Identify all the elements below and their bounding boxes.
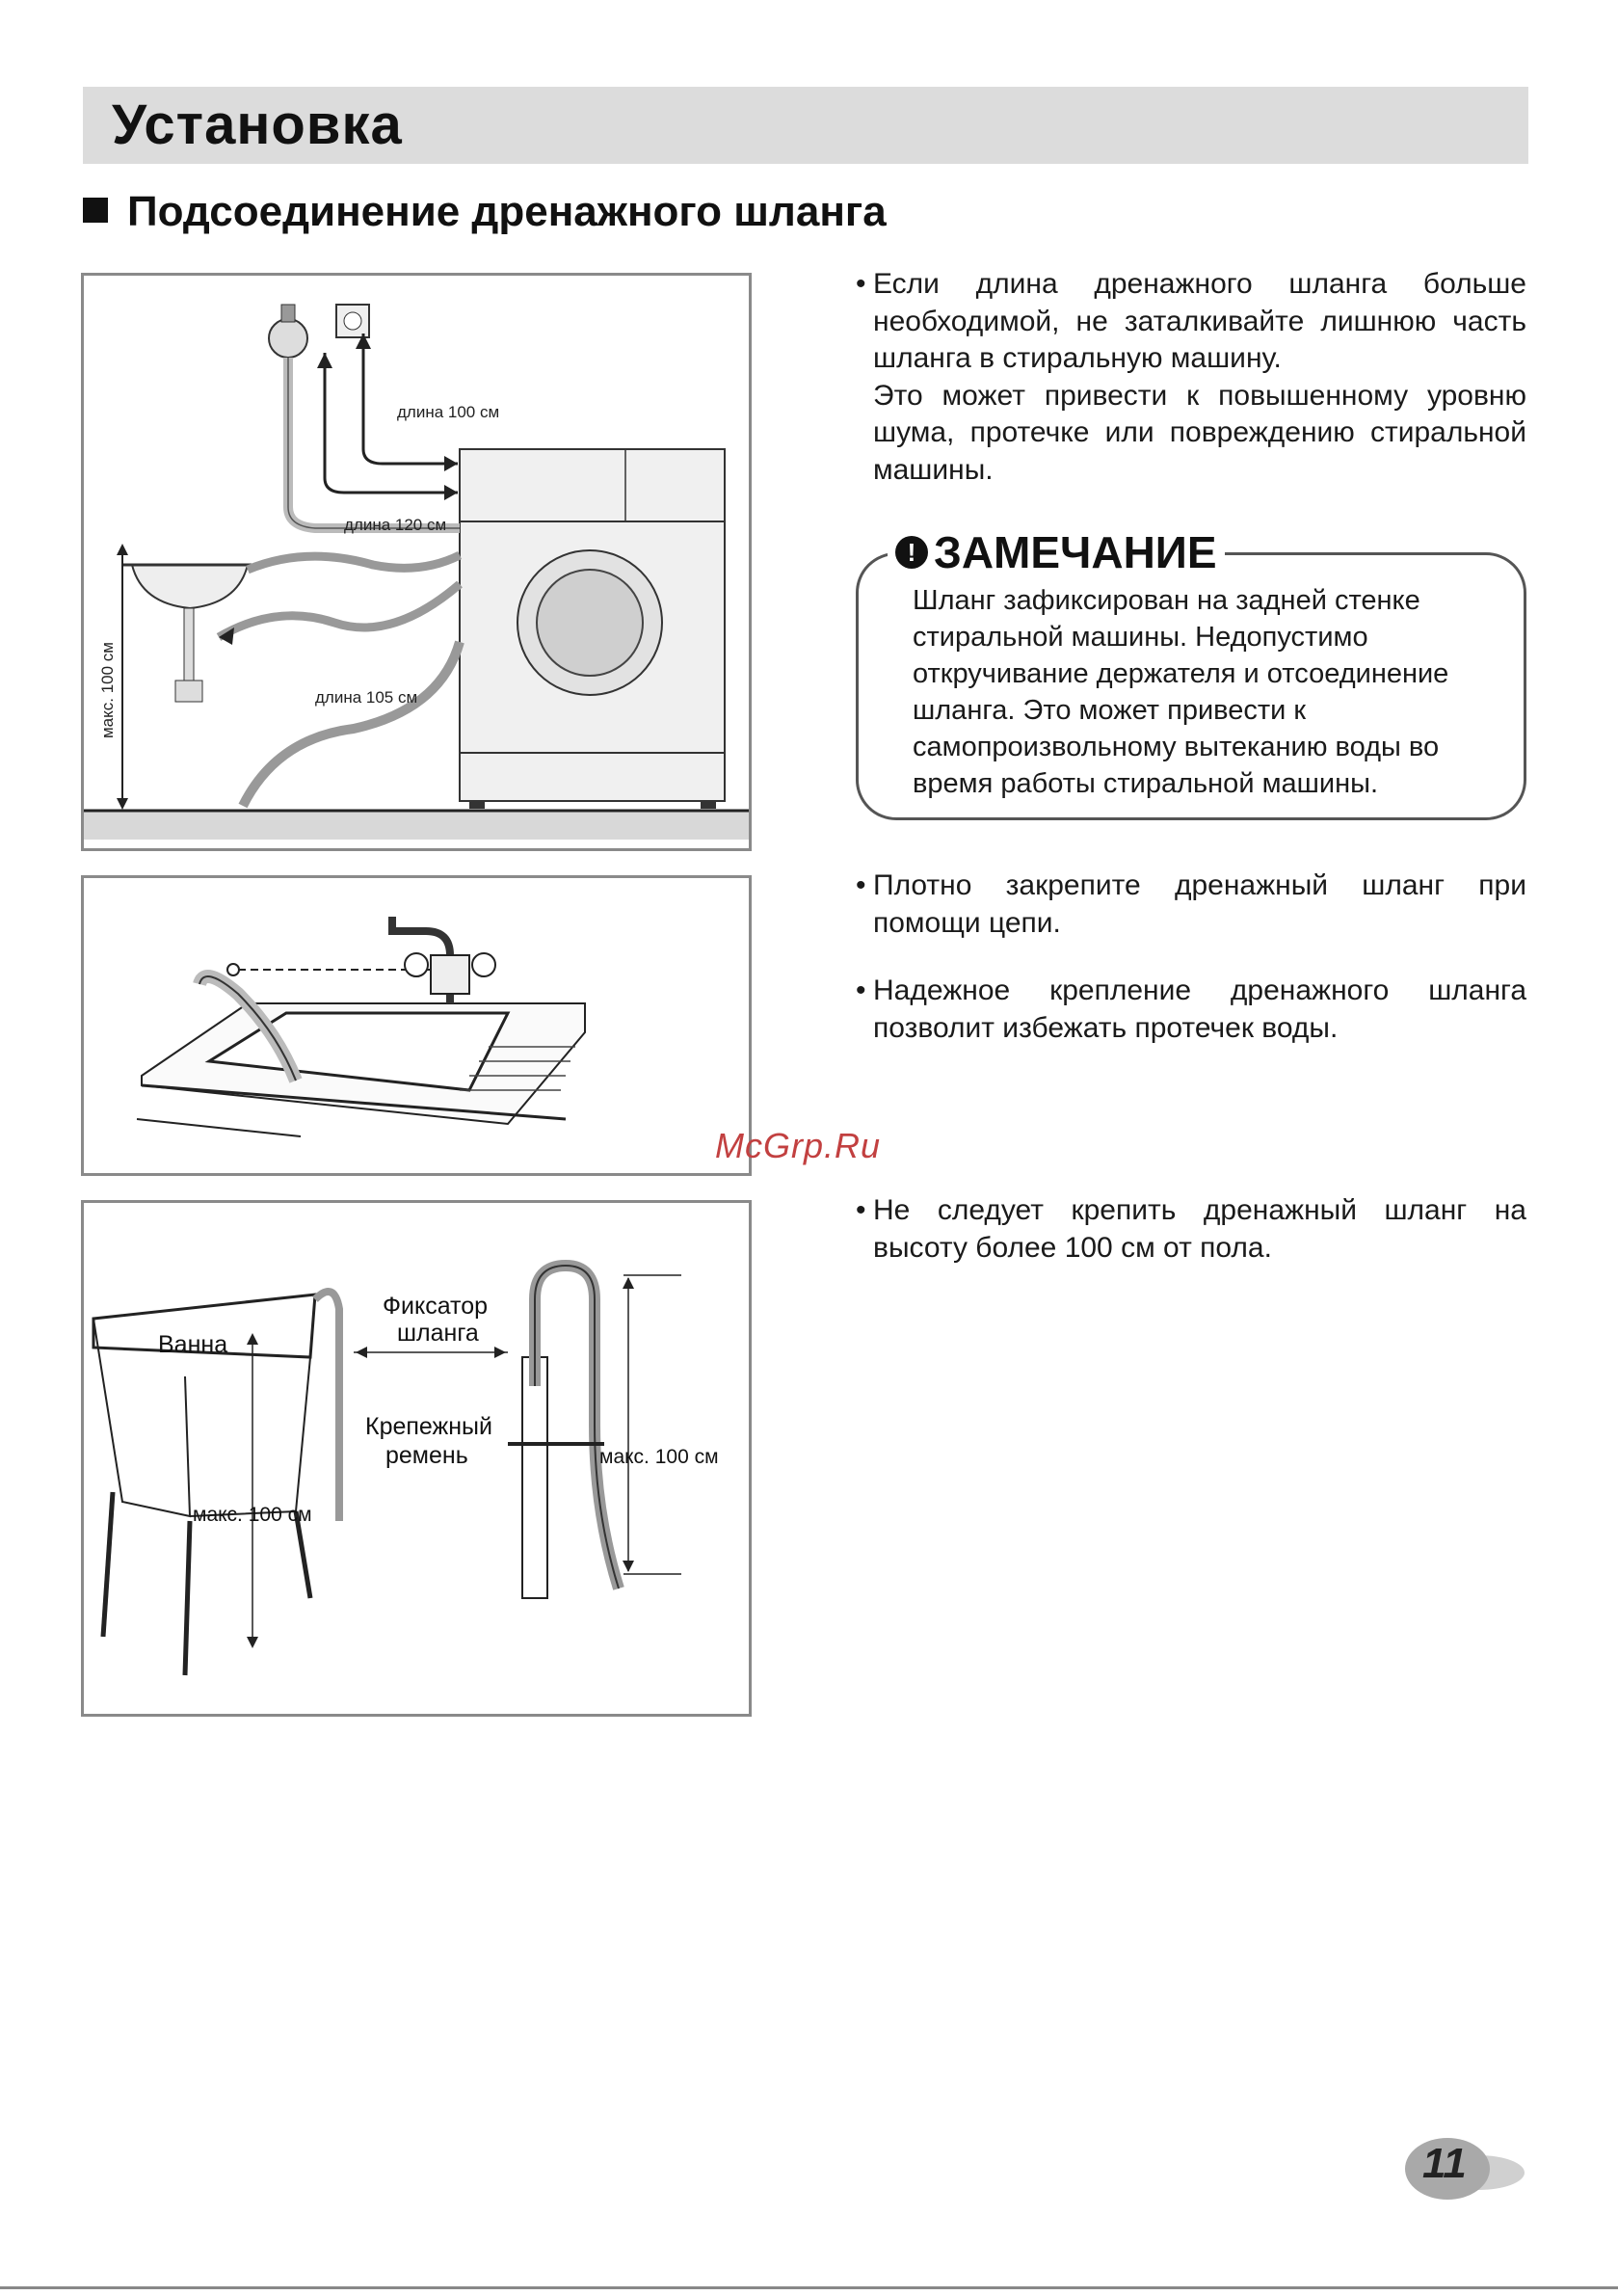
figure-chain-mount-illustration xyxy=(84,878,749,1173)
label-length-105: длина 105 см xyxy=(315,688,418,707)
watermark: McGrp.Ru xyxy=(715,1126,882,1165)
bullet: • xyxy=(856,1194,866,1226)
figure-hose-lengths-illustration xyxy=(84,276,749,848)
bullet: • xyxy=(856,974,866,1006)
paragraph-text: Если длина дренажного шланга больше необходимой, не заталкивайте лишнюю часть шланга в стиральную машину. xyxy=(873,268,1526,374)
label-fixator-2: шланга xyxy=(397,1320,479,1347)
paragraph-secure-mount xyxy=(856,973,1526,1047)
page-title: Установка xyxy=(112,93,403,156)
label-max-height-left: макс. 100 см xyxy=(193,1504,312,1526)
note-title xyxy=(888,526,1225,578)
square-bullet-icon xyxy=(83,198,108,223)
bullet: • xyxy=(856,869,866,901)
paragraph-text: Надежное крепление дренажного шланга позволит избежать протечек воды. xyxy=(873,974,1526,1044)
figure-hose-lengths xyxy=(81,273,752,851)
figure-max-height xyxy=(81,1200,752,1717)
note-title-text: ЗАМЕЧАНИЕ xyxy=(934,527,1217,577)
label-max-height-right: макс. 100 см xyxy=(599,1446,719,1468)
label-length-100: длина 100 см xyxy=(397,403,500,421)
note-text: Шланг зафиксирован на задней стенке стиральной машины. Недопустимо откручивание держателя и отсоединение шланга. Это может привести к самопроизвольному вытеканию воды во время работы стиральной машины. xyxy=(913,585,1449,799)
label-length-120: длина 120 см xyxy=(344,516,447,534)
paragraph-text-continued: Это может привести к повышенному уровню шума, протечке или повреждению стиральной машины. xyxy=(873,379,1526,486)
paragraph-chain xyxy=(856,868,1526,942)
page-number-badge xyxy=(1403,2132,1526,2205)
paragraph-text: Не следует крепить дренажный шланг на высоту более 100 см от пола. xyxy=(873,1194,1526,1264)
note-box xyxy=(856,527,1526,820)
faucet-icon xyxy=(269,319,307,358)
label-max-height: макс. 100 см xyxy=(98,642,117,738)
figure-max-height-illustration xyxy=(84,1203,749,1714)
paragraph-text: Плотно закрепите дренажный шланг при помощи цепи. xyxy=(873,869,1526,939)
header-bar xyxy=(83,87,1528,164)
section-heading-text: Подсоединение дренажного шланга xyxy=(127,188,887,235)
figure-chain-mount xyxy=(81,875,752,1176)
label-strap-1: Крепежный xyxy=(365,1413,492,1440)
bullet: • xyxy=(856,268,866,300)
label-bath: Ванна xyxy=(158,1331,228,1358)
paragraph-max-height xyxy=(856,1192,1526,1267)
section-heading xyxy=(83,188,887,236)
label-fixator-1: Фиксатор xyxy=(383,1293,489,1320)
bottom-rule xyxy=(0,2286,1618,2289)
exclamation-icon: ! xyxy=(895,536,928,569)
paragraph-excess-hose xyxy=(856,266,1526,489)
standpipe-icon xyxy=(522,1357,547,1598)
page-number: 11 xyxy=(1422,2140,1467,2187)
sink-icon xyxy=(132,565,248,608)
label-strap-2: ремень xyxy=(385,1442,468,1469)
faucet-icon xyxy=(431,955,469,994)
